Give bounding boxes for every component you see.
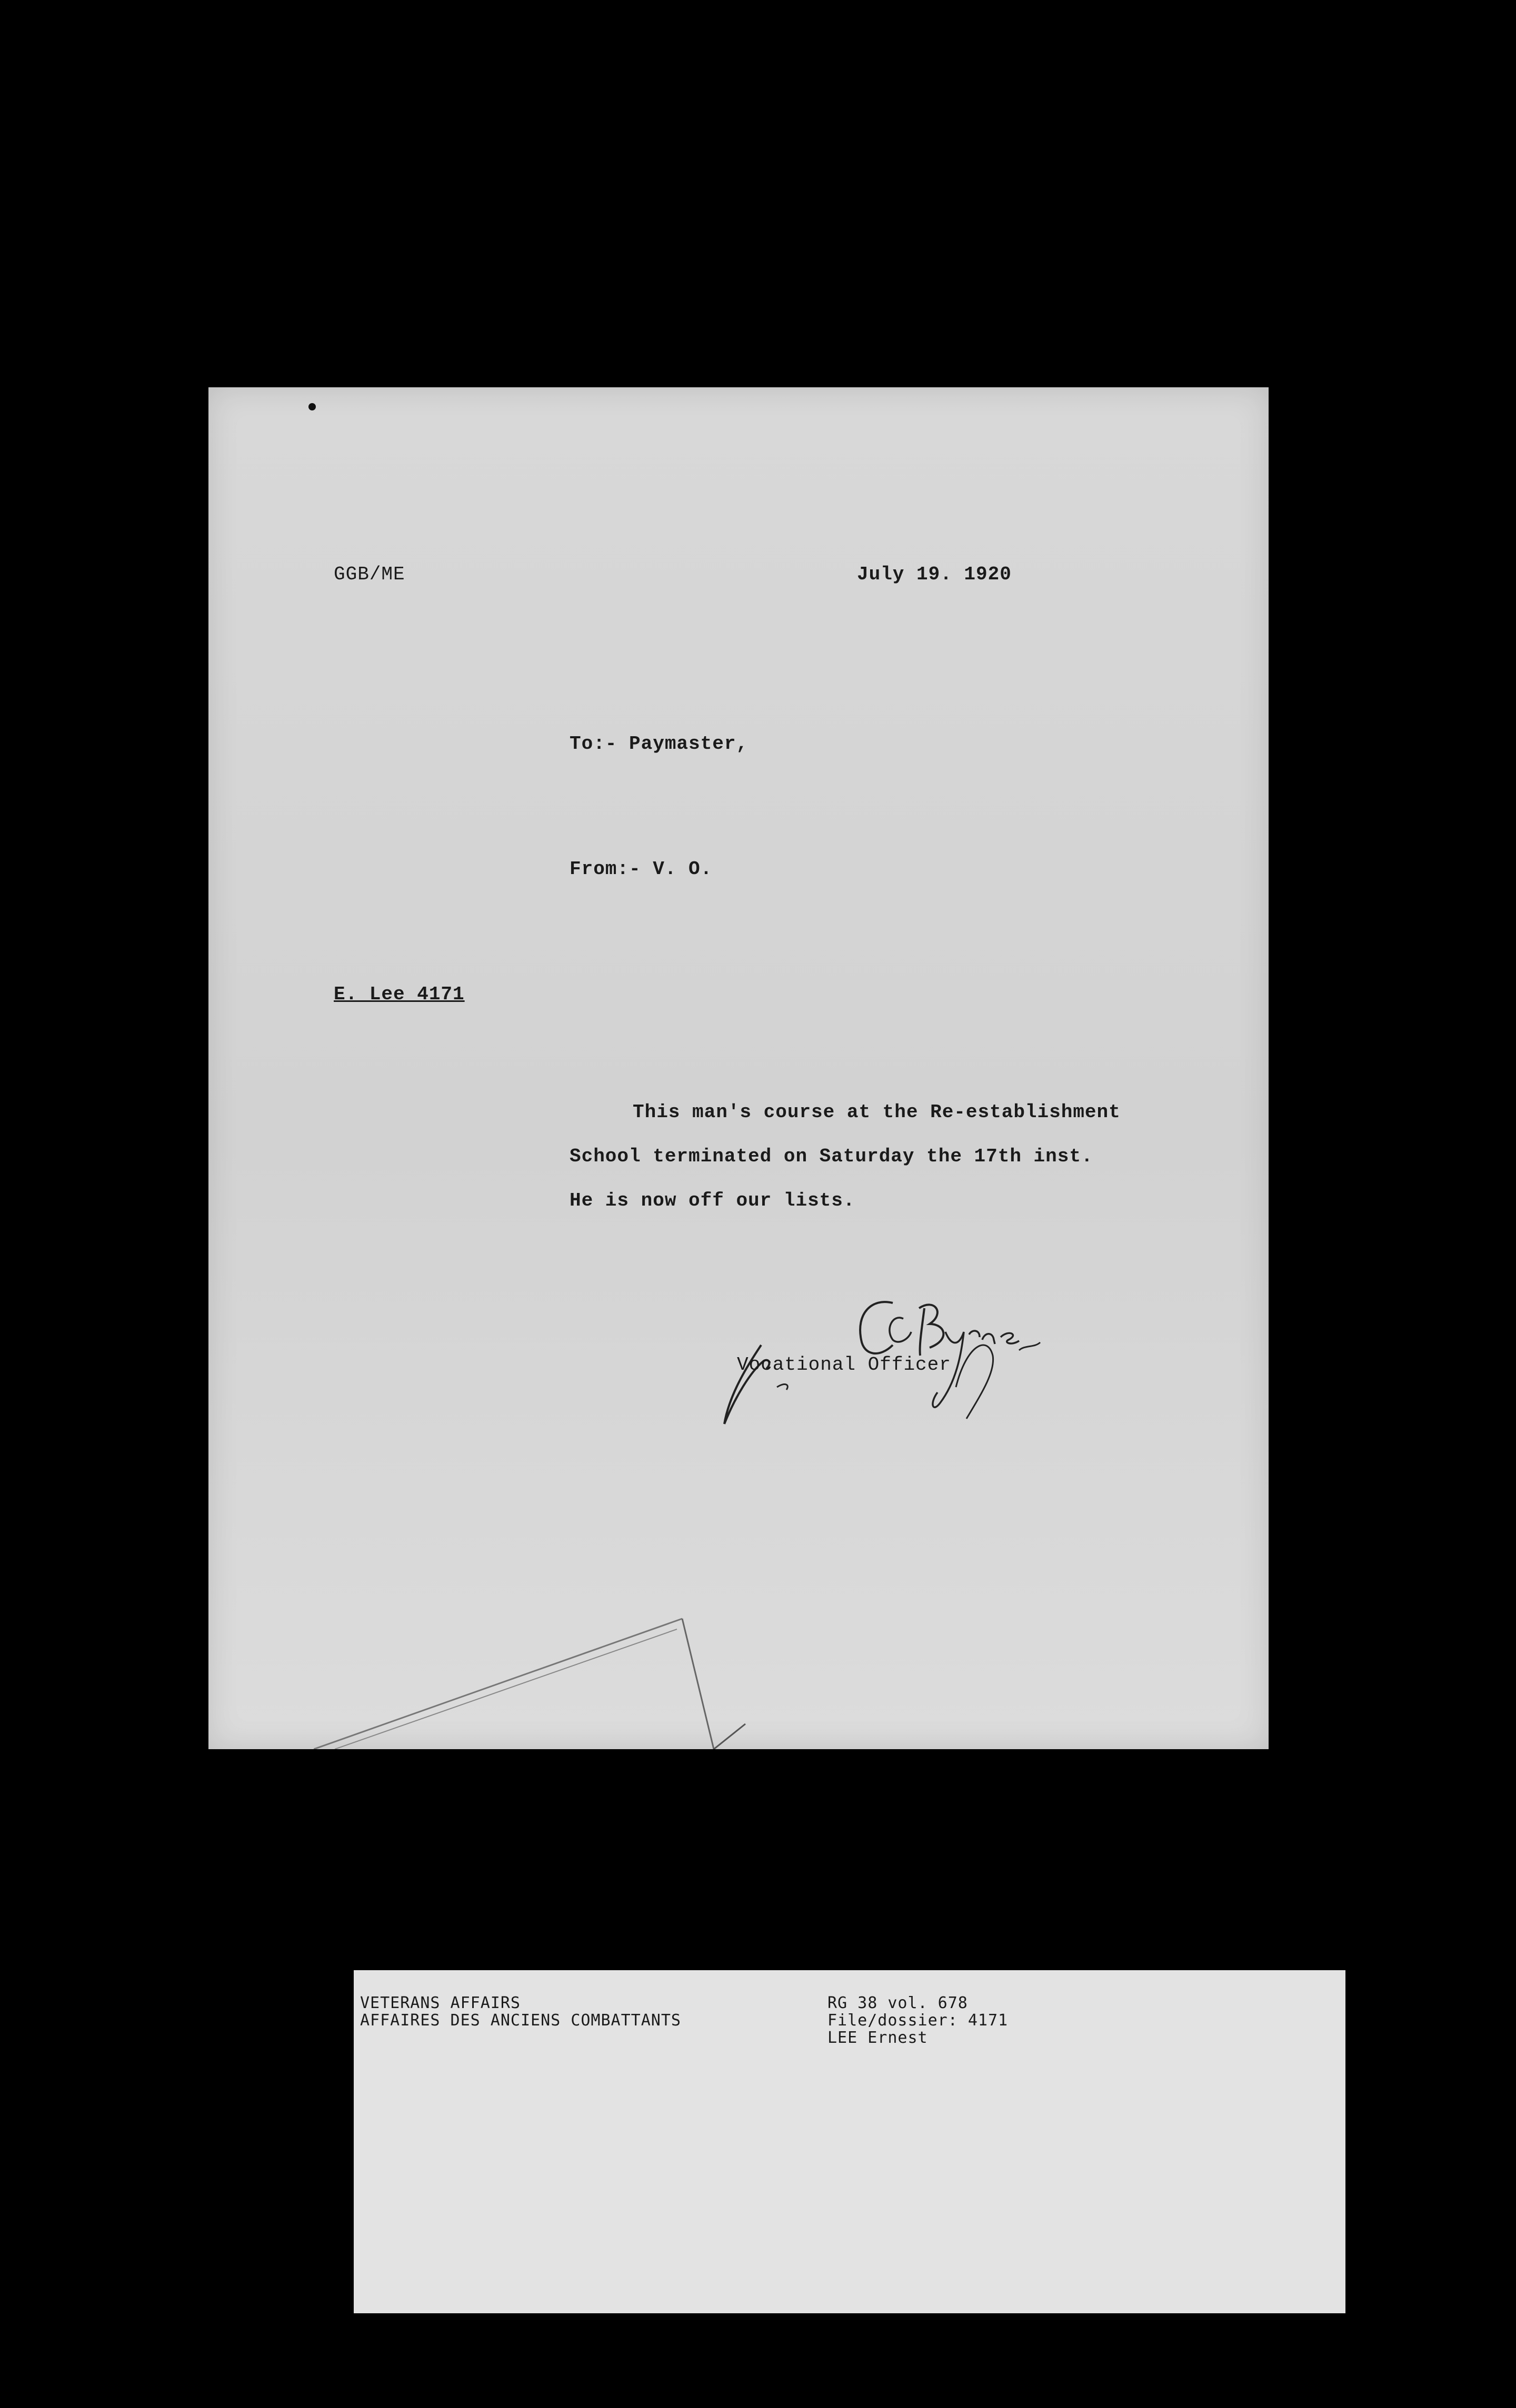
subject-name: LEE Ernest [827, 2029, 928, 2047]
file-dossier-number: File/dossier: 4171 [827, 2011, 1009, 2030]
archive-label-card [354, 1970, 1345, 2313]
body-line-1: This man's course at the Re-establishment [633, 1101, 1121, 1123]
recipient-line: To:- Paymaster, [570, 733, 749, 755]
record-group-volume: RG 38 vol. 678 [827, 1994, 968, 2012]
sender-line: From:- V. O. [570, 858, 713, 880]
letter-date: July 19. 1920 [857, 564, 1012, 585]
reference-code: GGB/ME [334, 564, 405, 585]
paper-fold-mark [314, 1598, 787, 1749]
file-reference: E. Lee 4171 [334, 984, 465, 1005]
body-line-2: School terminated on Saturday the 17th inst. [570, 1146, 1093, 1167]
body-line-3: He is now off our lists. [570, 1190, 855, 1211]
department-french: AFFAIRES DES ANCIENS COMBATTANTS [360, 2011, 681, 2030]
archive-reference [827, 1994, 1008, 2046]
archive-department [360, 1994, 681, 2029]
department-english: VETERANS AFFAIRS [360, 1994, 521, 2012]
ink-dot [308, 403, 316, 410]
signature-title: Vocational Officer [737, 1354, 951, 1376]
document-page [208, 387, 1269, 1749]
